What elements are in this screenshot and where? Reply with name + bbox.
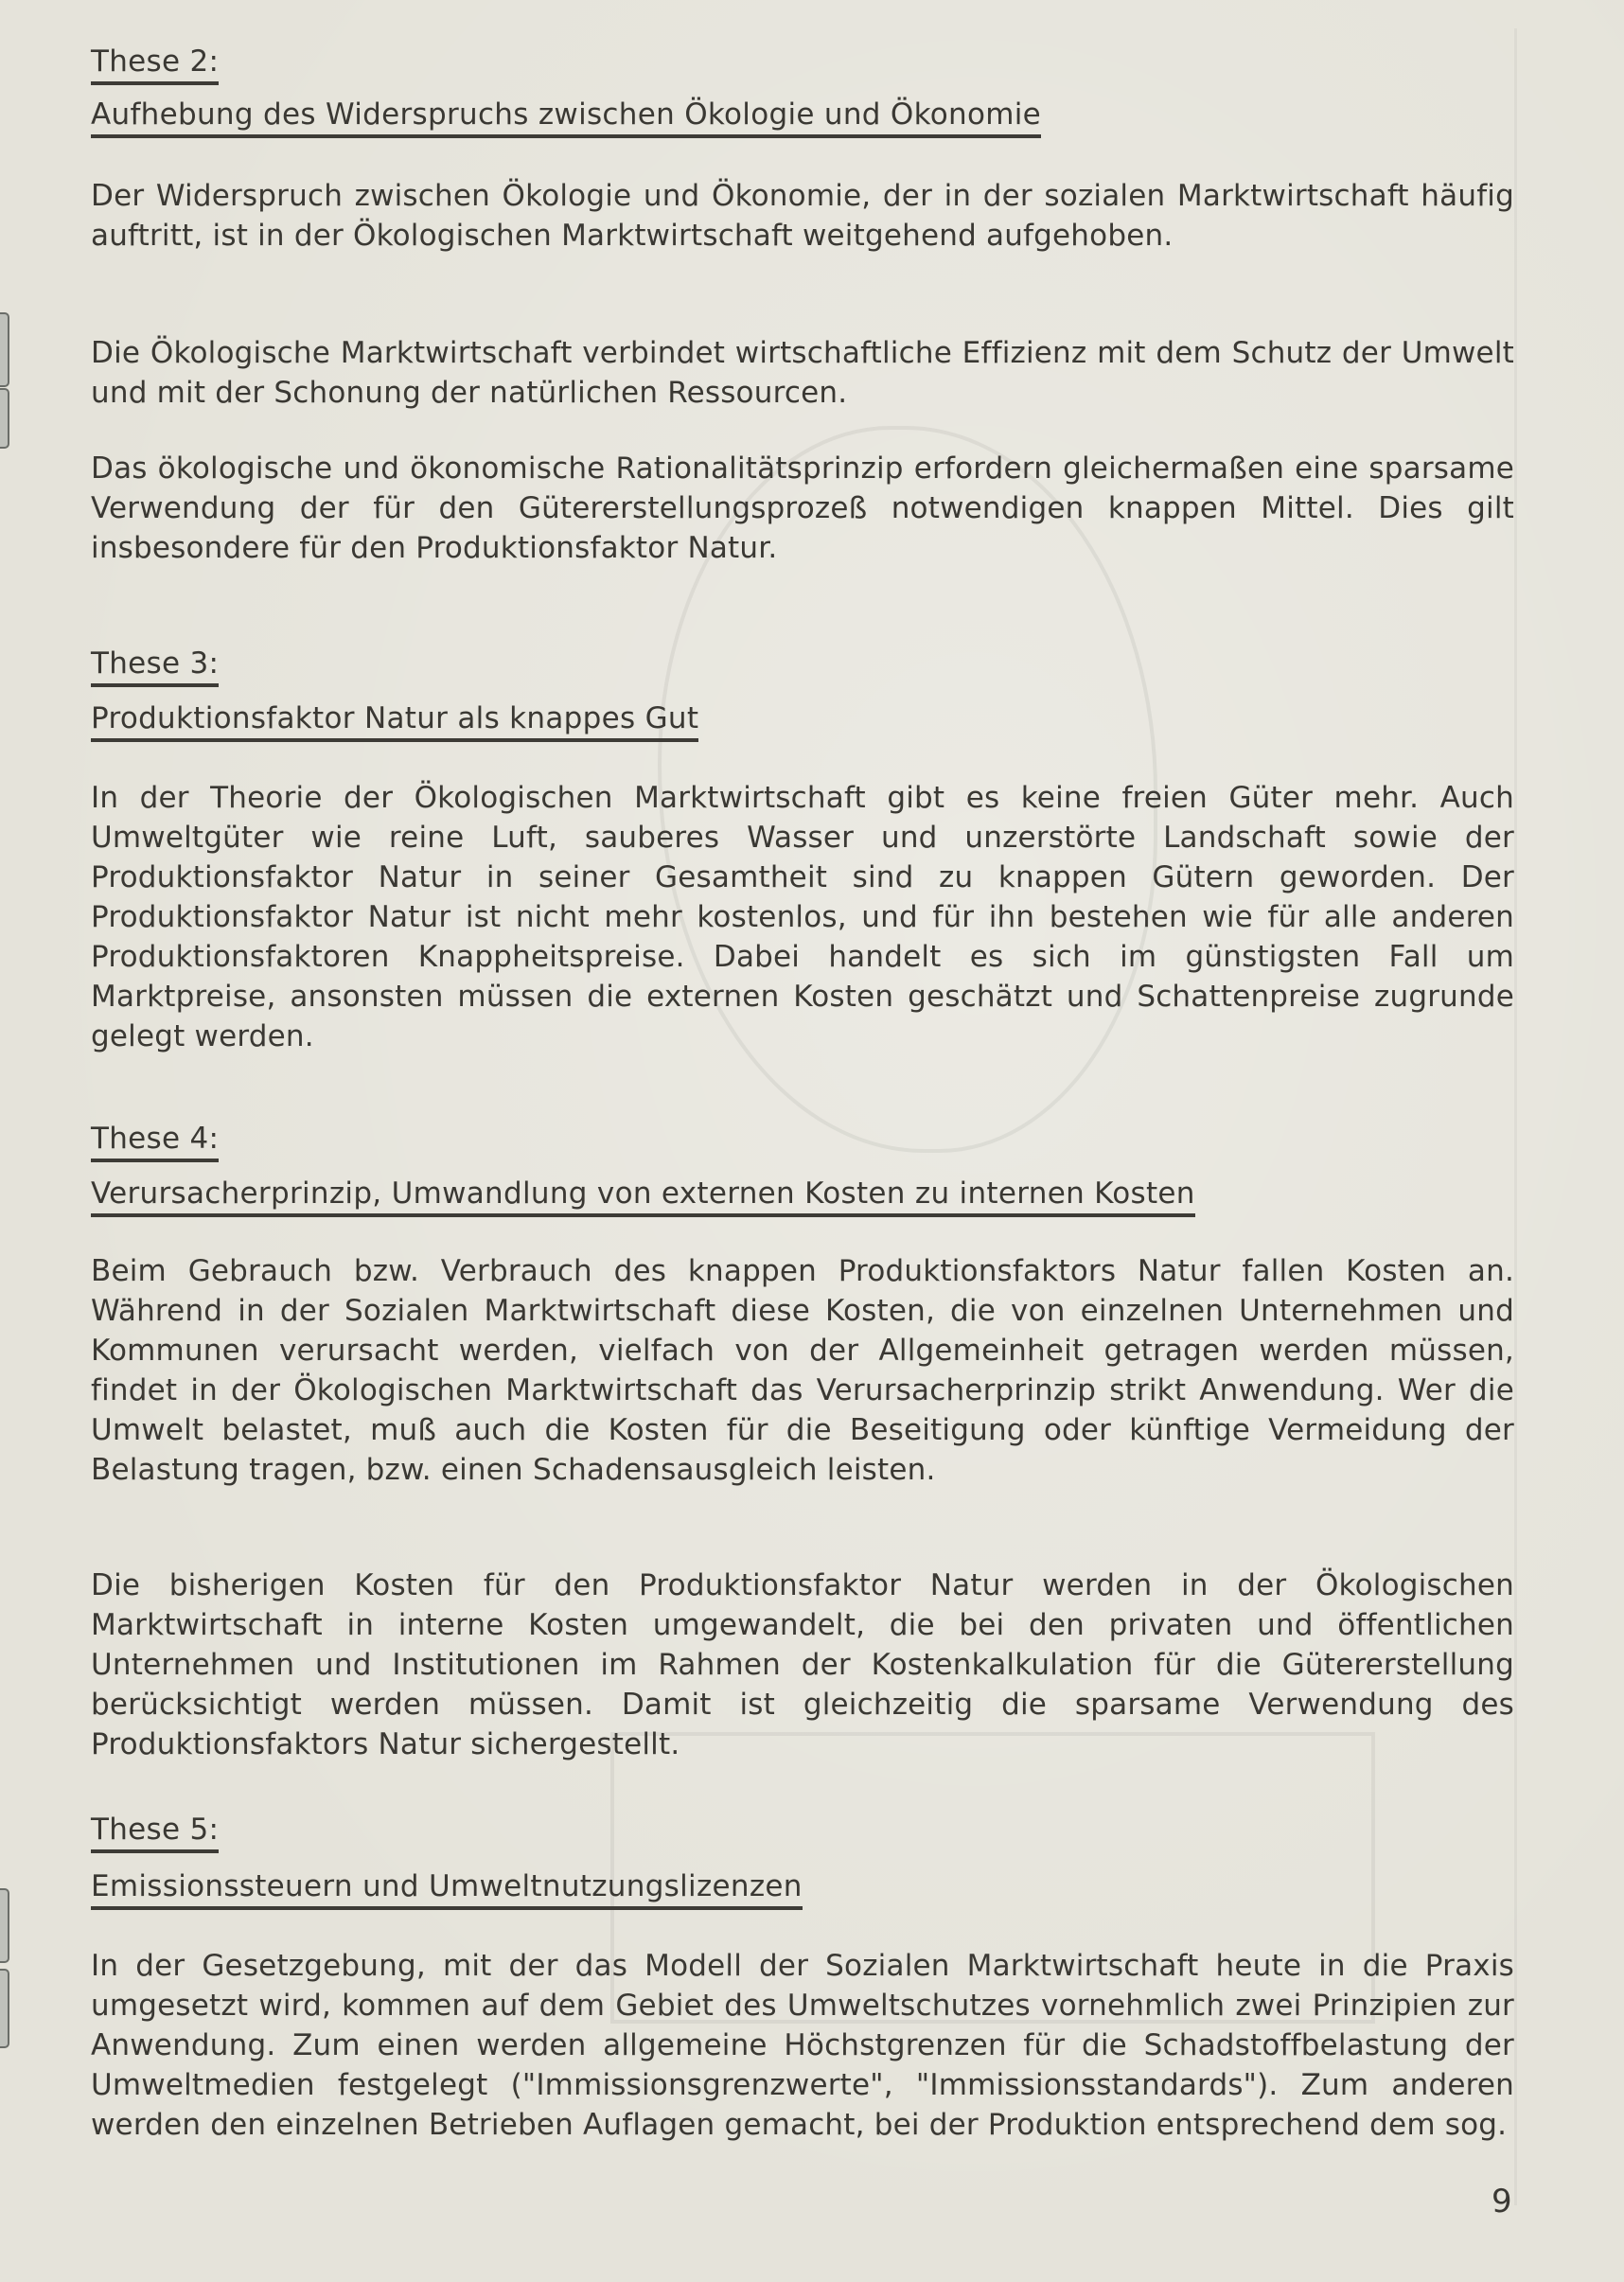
paragraph: Die Ökologische Marktwirtschaft verbindet wirtschaftliche Effizienz mit dem Schutz der Umwelt und mit der Schonung der natürlichen Ressourcen. [91,336,1514,410]
paragraph: Die bisherigen Kosten für den Produktionsfaktor Natur werden in der Ökologischen Marktwirtschaft in interne Kosten umgewandelt, die bei den privaten und öffentlichen Unternehmen und Institutionen im Rahmen der Kostenkalkulation für die Gütererstellung berücksichtigt werden müssen. Damit ist gleichzeitig die sparsame Verwendung des Produktionsfaktors Natur sichergestellt. [91,1568,1514,1761]
thesis-title: Verursacherprinzip, Umwandlung von externen Kosten zu internen Kosten [91,1176,1195,1217]
page-number: 9 [1492,2183,1512,2220]
thesis-label: These 4: [91,1121,219,1162]
paragraph: Beim Gebrauch bzw. Verbrauch des knappen Produktionsfaktors Natur fallen Kosten an. Während in der Sozialen Marktwirtschaft diese Kosten, die von einzelnen Unternehmen und Kommunen verursacht werden, vielfach von der Allgemeinheit getragen werden müssen, findet in der Ökologischen Marktwirtschaft das Verursacherprinzip strikt Anwendung. Wer die Umwelt belastet, muß auch die Kosten für die Beseitigung oder künftige Vermeidung der Belastung tragen, bzw. einen Schadensausgleich leisten. [91,1254,1514,1487]
thesis-label: These 3: [91,646,219,687]
binding-staple-mark [0,388,9,449]
binding-staple-mark [0,1969,9,2048]
thesis-label: These 2: [91,44,219,85]
thesis-title: Emissionssteuern und Umweltnutzungslizenzen [91,1868,803,1910]
paragraph: Der Widerspruch zwischen Ökologie und Ökonomie, der in der sozialen Marktwirtschaft häufig auftritt, ist in der Ökologischen Marktwirtschaft weitgehend aufgehoben. [91,179,1514,253]
binding-staple-mark [0,1888,9,1963]
paragraph: In der Gesetzgebung, mit der das Modell der Sozialen Marktwirtschaft heute in die Praxis umgesetzt wird, kommen auf dem Gebiet des Umweltschutzes vornehmlich zwei Prinzipien zur Anwendung. Zum einen werden allgemeine Höchstgrenzen für die Schadstoffbelastung der Umweltmedien festgelegt ("Immissionsgrenzwerte", "Immissionsstandards"). Zum anderen werden den einzelnen Betrieben Auflagen gemacht, bei der Produktion entsprechend dem sog. [91,1949,1514,2142]
thesis-title: Produktionsfaktor Natur als knappes Gut [91,700,698,742]
paragraph: Das ökologische und ökonomische Rationalitätsprinzip erfordern gleichermaßen eine sparsame Verwendung der für den Gütererstellungsprozeß notwendigen knappen Mittel. Dies gilt insbesondere für den Produktionsfaktor Natur. [91,451,1514,565]
binding-staple-mark [0,312,9,387]
thesis-label: These 5: [91,1812,219,1853]
thesis-title: Aufhebung des Widerspruchs zwischen Ökologie und Ökonomie [91,97,1041,138]
paragraph: In der Theorie der Ökologischen Marktwirtschaft gibt es keine freien Güter mehr. Auch Umweltgüter wie reine Luft, sauberes Wasser und unzerstörte Landschaft sowie der Produktionsfaktor Natur in seiner Gesamtheit sind zu knappen Gütern geworden. Der Produktionsfaktor Natur ist nicht mehr kostenlos, und für ihn bestehen wie für alle anderen Produktionsfaktoren Knappheitspreise. Dabei handelt es sich im günstigsten Fall um Marktpreise, ansonsten müssen die externen Kosten geschätzt und Schattenpreise zugrunde gelegt werden. [91,781,1514,1053]
